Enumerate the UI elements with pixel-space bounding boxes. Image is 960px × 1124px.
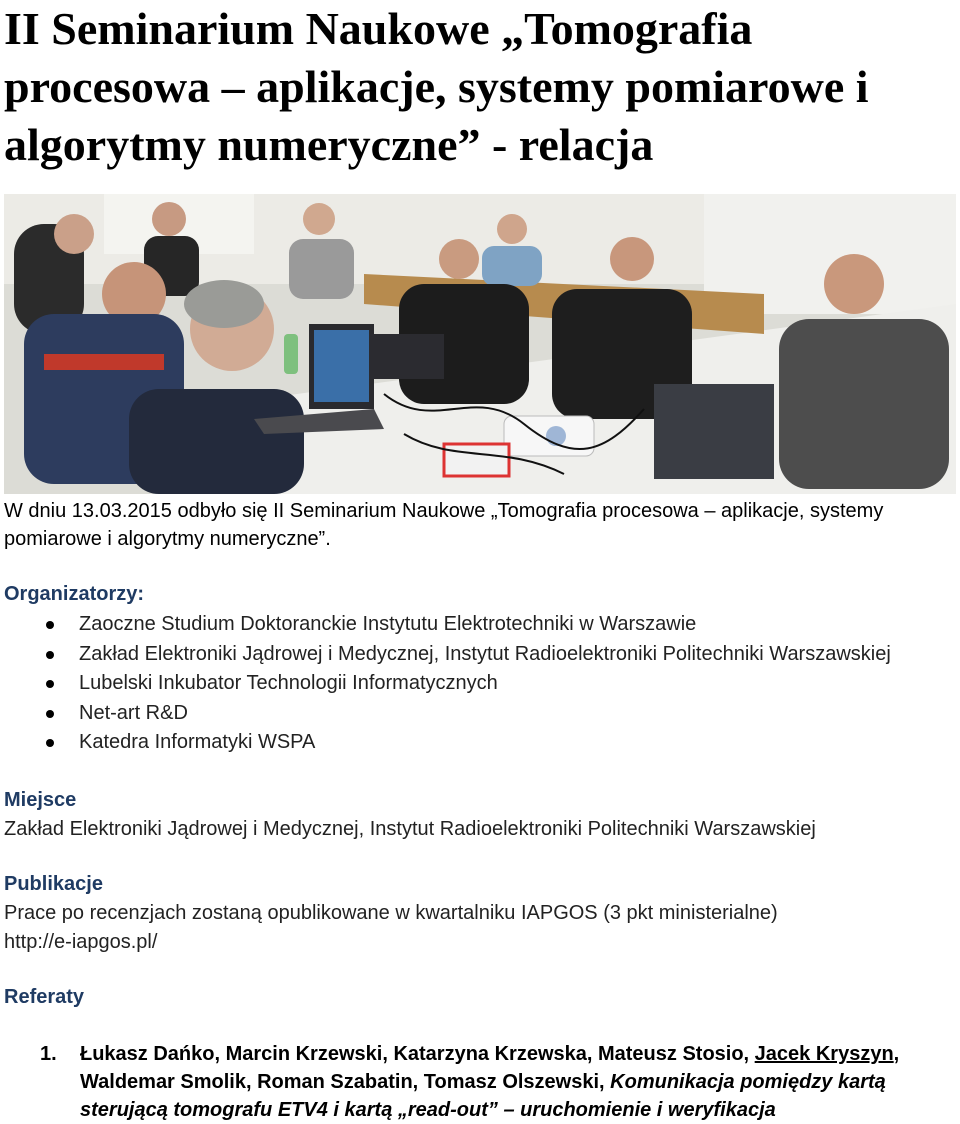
talk-author-link[interactable]: Jacek Kryszyn	[754, 1043, 894, 1065]
seminar-photo-illustration	[4, 194, 956, 494]
talk-authors: Łukasz Dańko, Marcin Krzewski, Katarzyna Krzewska, Mateusz Stosio,	[80, 1043, 755, 1065]
bullet-icon	[46, 651, 54, 659]
publications-link[interactable]: http://e-iapgos.pl/	[4, 931, 158, 953]
publications-heading: Publikacje	[4, 873, 103, 895]
list-item: Lubelski Inkubator Technologii Informatycznych	[4, 669, 954, 699]
talk-authors-rest: , Waldemar Smolik, Roman Szabatin, Tomasz Olszewski,	[80, 1043, 900, 1093]
talk-number: 1.	[40, 1043, 57, 1065]
organizers-list	[4, 610, 954, 758]
publications-text: Prace po recenzjach zostaną opublikowane w kwartalniku IAPGOS (3 pkt ministerialne)	[4, 902, 778, 924]
seminar-photo	[4, 194, 956, 494]
bullet-icon	[46, 710, 54, 718]
bullet-icon	[46, 621, 54, 629]
talks-heading: Referaty	[4, 986, 85, 1008]
place-section	[4, 786, 954, 844]
bullet-icon	[46, 680, 54, 688]
bullet-icon	[46, 739, 54, 747]
talks-heading-block	[4, 983, 954, 1012]
place-text: Zakład Elektroniki Jądrowej i Medycznej, Instytut Radioelektroniki Politechniki Warszawskiej	[4, 818, 816, 840]
intro-paragraph: W dniu 13.03.2015 odbyło się II Seminarium Naukowe „Tomografia procesowa – aplikacje, systemy pomiarowe i algorytmy numeryczne”.	[4, 500, 884, 550]
place-heading: Miejsce	[4, 789, 77, 811]
list-item: Zaoczne Studium Doktoranckie Instytutu Elektrotechniki w Warszawie	[4, 610, 954, 640]
list-item: Katedra Informatyki WSPA	[4, 728, 954, 758]
organizers-section	[4, 580, 954, 758]
talk-item	[4, 1040, 954, 1124]
list-item: Zakład Elektroniki Jądrowej i Medycznej, Instytut Radioelektroniki Politechniki Warszawskiej	[4, 640, 954, 670]
organizers-heading: Organizatorzy:	[4, 583, 145, 605]
list-item: Net-art R&D	[4, 699, 954, 729]
publications-section	[4, 870, 954, 957]
page-title: II Seminarium Naukowe „Tomografia procesowa – aplikacje, systemy pomiarowe i algorytmy numeryczne” - relacja	[4, 3, 869, 170]
talk-title: Komunikacja pomiędzy kartą sterującą tomografu ETV4 i kartą „read-out” – uruchomienie i weryfikacja	[80, 1071, 886, 1121]
talk-body	[80, 1040, 954, 1124]
